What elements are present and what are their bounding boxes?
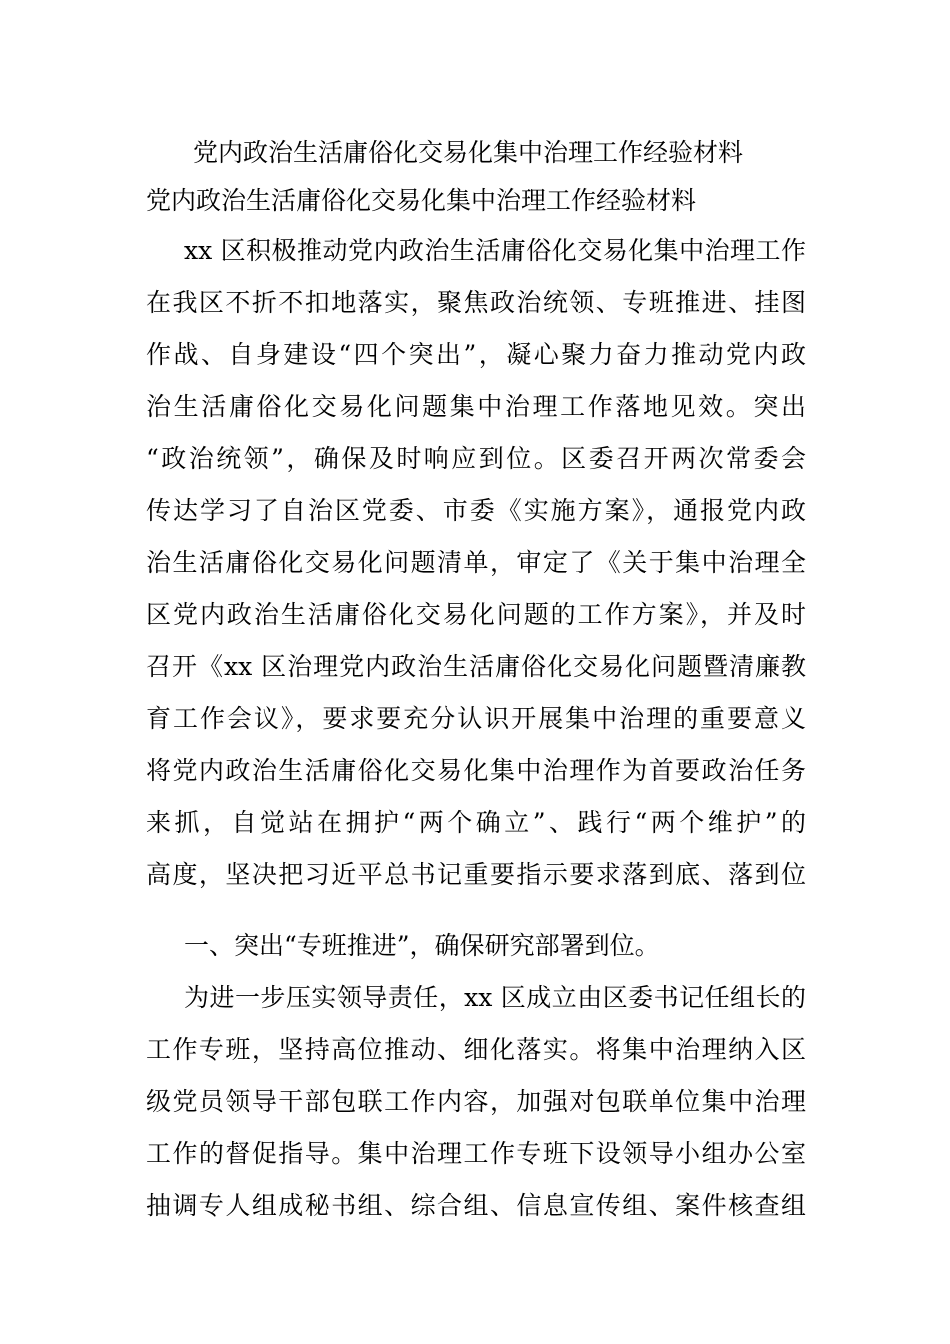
paragraph-line: 工作的督促指导。集中治理工作专班下设领导小组办公室 — [146, 1139, 806, 1168]
paragraph-intro — [146, 225, 806, 901]
paragraph-line: xx 区积极推动党内政治生活庸俗化交易化集中治理工作 — [184, 236, 806, 265]
paragraph-line: 区党内政治生活庸俗化交易化问题的工作方案》，并及时 — [146, 600, 806, 629]
paragraph-line: 召开《xx 区治理党内政治生活庸俗化交易化问题暨清廉教 — [146, 652, 806, 681]
paragraph-line: 级党员领导干部包联工作内容，加强对包联单位集中治理 — [146, 1087, 806, 1116]
paragraph-line: 高度，坚决把习近平总书记重要指示要求落到底、落到位 — [146, 860, 806, 889]
paragraph-line: 在我区不折不扣地落实，聚焦政治统领、专班推进、挂图 — [146, 288, 806, 317]
paragraph-line: 将党内政治生活庸俗化交易化集中治理作为首要政治任务 — [146, 756, 806, 785]
document-title: 党内政治生活庸俗化交易化集中治理工作经验材料 — [193, 138, 744, 167]
paragraph-line: 为进一步压实领导责任，xx 区成立由区委书记任组长的 — [184, 983, 806, 1012]
paragraph-line: 传达学习了自治区党委、市委《实施方案》，通报党内政 — [146, 496, 806, 525]
document-subtitle: 党内政治生活庸俗化交易化集中治理工作经验材料 — [146, 186, 697, 215]
paragraph-line: 抽调专人组成秘书组、综合组、信息宣传组、案件核查组 — [146, 1191, 806, 1220]
paragraph-line: 作战、自身建设“四个突出”，凝心聚力奋力推动党内政 — [146, 340, 806, 369]
paragraph-line: 来抓，自觉站在拥护“两个确立”、践行“两个维护”的 — [146, 808, 806, 837]
section-heading: 一、突出“专班推进”，确保研究部署到位。 — [184, 931, 660, 960]
paragraph-line: “政治统领”，确保及时响应到位。区委召开两次常委会 — [146, 444, 806, 473]
paragraph-line: 治生活庸俗化交易化问题清单，审定了《关于集中治理全 — [146, 548, 806, 577]
paragraph-line: 工作专班，坚持高位推动、细化落实。将集中治理纳入区 — [146, 1035, 806, 1064]
paragraph-line: 治生活庸俗化交易化问题集中治理工作落地见效。突出 — [146, 392, 806, 421]
paragraph-line: 育工作会议》，要求要充分认识开展集中治理的重要意义 — [146, 704, 806, 733]
paragraph-section-one — [146, 972, 806, 1232]
